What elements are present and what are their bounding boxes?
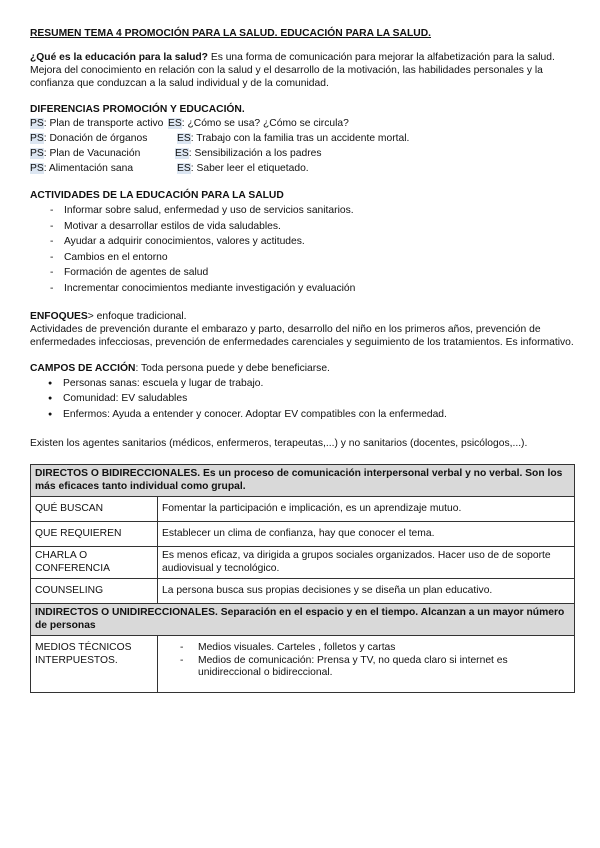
table-row	[31, 604, 575, 636]
row-label: QUÉ BUSCAN	[31, 497, 158, 522]
table-row	[31, 465, 575, 497]
fields-heading	[30, 362, 575, 375]
activities-heading: ACTIVIDADES DE LA EDUCACIÓN PARA LA SALUD	[30, 190, 284, 201]
fields-list	[30, 376, 575, 423]
list-item: - Informar sobre salud, enfermedad y uso de servicios sanitarios.	[50, 203, 575, 219]
direct-header: DIRECTOS O BIDIRECCIONALES. Es un proceso de comunicación interpersonal verbal y no verbal. Son los más eficaces tanto individual como grupal.	[31, 465, 575, 497]
agents-paragraph: Existen los agentes sanitarios (médicos, enfermeros, terapeutas,...) y no sanitarios (docentes, psicólogos,...).	[30, 438, 528, 450]
table-row	[31, 497, 575, 522]
es-tag: ES	[168, 118, 182, 129]
row-label: COUNSELING	[31, 579, 158, 604]
fields-section	[30, 362, 575, 423]
ps-cell	[30, 132, 177, 145]
table-row	[31, 636, 575, 693]
difference-row	[30, 116, 575, 131]
list-item: - Cambios en el entorno	[50, 250, 575, 266]
intro-answer: Es una forma de comunicación para mejorar la alfabetización para la salud. Mejora del conocimiento en relación con la salud y el desarrollo de la motivación, las habilidades personales y la confianza que conduzcan a la salud individual y de la comunidad.	[30, 52, 555, 89]
es-tag: ES	[177, 163, 191, 174]
table-row	[31, 579, 575, 604]
es-cell	[168, 117, 349, 130]
row-label: CHARLA O CONFERENCIA	[31, 547, 158, 579]
ps-tag: PS	[30, 163, 44, 174]
es-text: : ¿Cómo se usa? ¿Cómo se circula?	[181, 118, 349, 129]
difference-row	[30, 161, 575, 176]
list-item: ● Personas sanas: escuela y lugar de trabajo.	[48, 376, 575, 392]
approaches-text: Actividades de prevención durante el embarazo y parto, desarrollo del niño en los primeros años, prevención de enfermedades infecciosas, prevención de enfermedades carenciales y seguimiento de los tratamientos. Es informativo.	[30, 323, 574, 348]
row-text: Establecer un clima de confianza, hay que conocer el tema.	[158, 522, 575, 547]
ps-tag: PS	[30, 118, 44, 129]
es-text: : Sensibilización a los padres	[188, 148, 322, 159]
document-page	[30, 27, 575, 693]
list-item: - Medios visuales. Carteles , folletos y cartas	[180, 642, 570, 655]
fields-label-rest: : Toda persona puede y debe beneficiarse.	[135, 362, 330, 374]
ps-cell	[30, 147, 175, 160]
list-item: ● Comunidad: EV saludables	[48, 391, 575, 407]
row-label: QUE REQUIEREN	[31, 522, 158, 547]
differences-heading: DIFERENCIAS PROMOCIÓN Y EDUCACIÓN.	[30, 104, 245, 115]
list-item: - Formación de agentes de salud	[50, 265, 575, 281]
approaches-heading	[30, 310, 575, 323]
ps-text: : Plan de transporte activo	[43, 118, 164, 129]
row-content	[158, 636, 575, 693]
ps-cell	[30, 162, 177, 175]
row-text: La persona busca sus propias decisiones y se diseña un plan educativo.	[158, 579, 575, 604]
approaches-label: ENFOQUES	[30, 310, 88, 322]
difference-row	[30, 131, 575, 146]
row-text: Fomentar la participación e implicación, es un aprendizaje mutuo.	[158, 497, 575, 522]
es-cell	[177, 162, 309, 175]
difference-row	[30, 146, 575, 161]
ps-tag: PS	[30, 133, 44, 144]
activities-list	[30, 203, 575, 297]
list-item: - Ayudar a adquirir conocimientos, valores y actitudes.	[50, 234, 575, 250]
list-item: ● Enfermos: Ayuda a entender y conocer. Adoptar EV compatibles con la enfermedad.	[48, 407, 575, 423]
indirect-list	[162, 642, 570, 680]
es-tag: ES	[177, 133, 191, 144]
ps-tag: PS	[30, 148, 44, 159]
ps-cell	[30, 117, 168, 130]
fields-label: CAMPOS DE ACCIÓN	[30, 362, 136, 374]
list-item: - Motivar a desarrollar estilos de vida saludables.	[50, 219, 575, 235]
activities-section	[30, 189, 575, 297]
ps-text: : Alimentación sana	[43, 163, 134, 174]
ps-text: : Donación de órganos	[43, 133, 148, 144]
document-title: RESUMEN TEMA 4 PROMOCIÓN PARA LA SALUD. EDUCACIÓN PARA LA SALUD.	[30, 28, 432, 39]
intro-paragraph	[30, 51, 575, 90]
ps-text: : Plan de Vacunación	[43, 148, 141, 159]
intro-question: ¿Qué es la educación para la salud?	[30, 52, 208, 63]
es-text: : Saber leer el etiquetado.	[190, 163, 309, 174]
differences-section	[30, 103, 575, 176]
table-row	[31, 522, 575, 547]
list-item: - Medios de comunicación: Prensa y TV, no queda claro si internet es unidireccional o bidireccional.	[180, 655, 570, 680]
approaches-label-rest: > enfoque tradicional.	[87, 310, 187, 322]
es-cell	[177, 132, 409, 145]
row-label: MEDIOS TÉCNICOS INTERPUESTOS.	[31, 636, 158, 693]
indirect-header: INDIRECTOS O UNIDIRECCIONALES. Separación en el espacio y en el tiempo. Alcanzan a un mayor número de personas	[31, 604, 575, 636]
es-tag: ES	[175, 148, 189, 159]
communication-table	[30, 464, 575, 693]
es-text: : Trabajo con la familia tras un accidente mortal.	[190, 133, 410, 144]
list-item: - Incrementar conocimientos mediante investigación y evaluación	[50, 281, 575, 297]
es-cell	[175, 147, 322, 160]
table-row	[31, 547, 575, 579]
row-text: Es menos eficaz, va dirigida a grupos sociales organizados. Hacer uso de de soporte audiovisual y tecnológico.	[158, 547, 575, 579]
approaches-section	[30, 310, 575, 349]
